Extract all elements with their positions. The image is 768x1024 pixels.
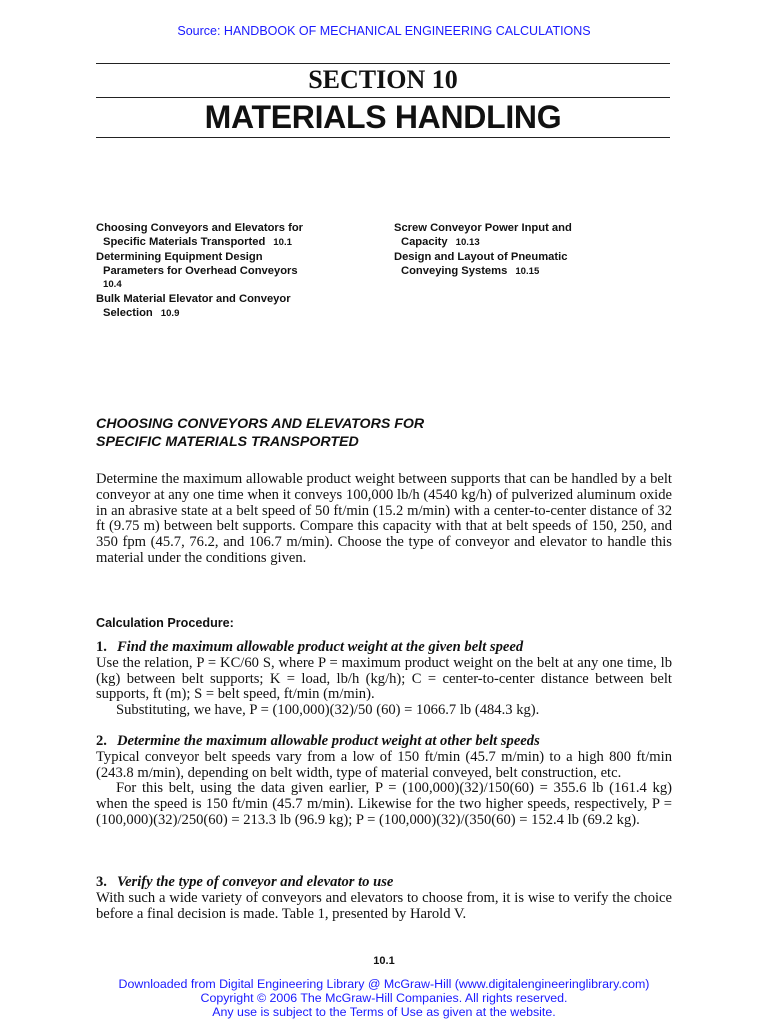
section-title: MATERIALS HANDLING [204,99,562,135]
toc-entry-page: 10.4 [103,279,122,290]
footer-terms[interactable]: Any use is subject to the Terms of Use as given at the website. [212,1005,556,1019]
intro-paragraph: Determine the maximum allowable product weight between supports that can be handled by a belt conveyor at any one time when it conveys 100,000 lb/h (4540 kg/h) of pulverized aluminum oxide in an abrasive state at a belt speed of 50 ft/min (15.2 m/min) with a center-to-center distance of 32 ft (9.75 m) between belt supports. Compare this capacity with that at belt speeds of 150, 250, and 350 fpm (45.7, 76.2, and 106.7 m/min). Choose the type of conveyor and elevator to handle this material under the conditions given. [96,471,672,566]
step-text: With such a wide variety of conveyors and elevators to choose from, it is wise to verify the choice before a final decision is made. Table 1, presented by Harold V. [96,889,672,922]
toc-entry[interactable] [394,250,674,279]
toc-entry-title-cont: Specific Materials Transported [103,236,266,248]
footer [0,977,768,1019]
footer-download-link[interactable]: Downloaded from Digital Engineering Library @ McGraw-Hill (www.digitalengineeringlibrary.com) [118,977,650,991]
main-heading-line1: CHOOSING CONVEYORS AND ELEVATORS FOR [96,416,425,432]
toc-entry-title: Choosing Conveyors and Elevators for [96,222,304,234]
step-1 [96,640,672,719]
step-title: Find the maximum allowable product weight at the given belt speed [116,639,524,655]
toc-entry-page: 10.13 [455,237,480,248]
toc-entry[interactable] [96,250,376,292]
step-text: Typical conveyor belt speeds vary from a low of 150 ft/min (45.7 m/min) to a high 800 ft/min (243.8 m/min), depending on belt width, type of material conveyed, belt construction, etc. [96,748,672,781]
step-number: 2. [96,733,107,749]
section-number: SECTION 10 [308,65,458,94]
toc-entry-title: Design and Layout of Pneumatic [394,251,568,263]
toc-entry-page: 10.15 [515,266,540,277]
step-title: Verify the type of conveyor and elevator to use [116,874,394,890]
toc-entry[interactable] [96,292,376,321]
step-3 [96,875,672,922]
toc-entry-title: Bulk Material Elevator and Conveyor [96,293,291,305]
toc-entry-title-cont: Capacity [401,236,448,248]
toc-entry-title: Screw Conveyor Power Input and [394,222,572,234]
main-heading [96,415,670,451]
step-text: For this belt, using the data given earlier, P = (100,000)(32)/150(60) = 355.6 lb (161.4 kg) when the speed is 150 ft/min (45.7 m/min). Likewise for the two higher speeds, respectively, P = (100,000)(32)/250(60) = 213.3 lb (96.9 kg); P = (100,000)(32)/(350(60) = 152.4 lb (69.2 kg). [96,780,672,828]
step-text: Use the relation, P = KC/60 S, where P = maximum product weight on the belt at any one time, lb (kg) between belt supports; K = load, lb/h (kg/h); C = center-to-center distance between belt supports, ft (m); S = belt speed, ft/min (m/min). [96,654,672,703]
calc-procedure-label: Calculation Procedure: [96,616,234,630]
step-number: 1. [96,639,107,655]
step-number: 3. [96,874,107,890]
page-number: 10.1 [373,955,395,967]
toc-entry-page: 10.9 [160,308,180,319]
toc-entry-title-cont: Selection [103,307,153,319]
step-text: Substituting, we have, P = (100,000)(32)/50 (60) = 1066.7 lb (484.3 kg). [116,702,540,719]
step-title: Determine the maximum allowable product weight at other belt speeds [116,733,540,749]
toc-entry-title: Determining Equipment Design [96,251,263,263]
toc-left-column [96,221,376,321]
bottom-rule [96,137,670,138]
toc-entry-page: 10.1 [273,237,292,248]
footer-copyright: Copyright © 2006 The McGraw-Hill Companies. All rights reserved. [200,991,568,1005]
source-line: Source: HANDBOOK OF MECHANICAL ENGINEERING CALCULATIONS [177,24,591,38]
toc-entry[interactable] [96,221,376,250]
step-2 [96,734,672,829]
toc-entry-title-cont: Conveying Systems [401,265,508,277]
main-heading-line2: SPECIFIC MATERIALS TRANSPORTED [96,434,359,450]
toc-entry[interactable] [394,221,674,250]
toc-right-column [394,221,674,279]
toc-entry-title-cont: Parameters for Overhead Conveyors [103,265,298,277]
